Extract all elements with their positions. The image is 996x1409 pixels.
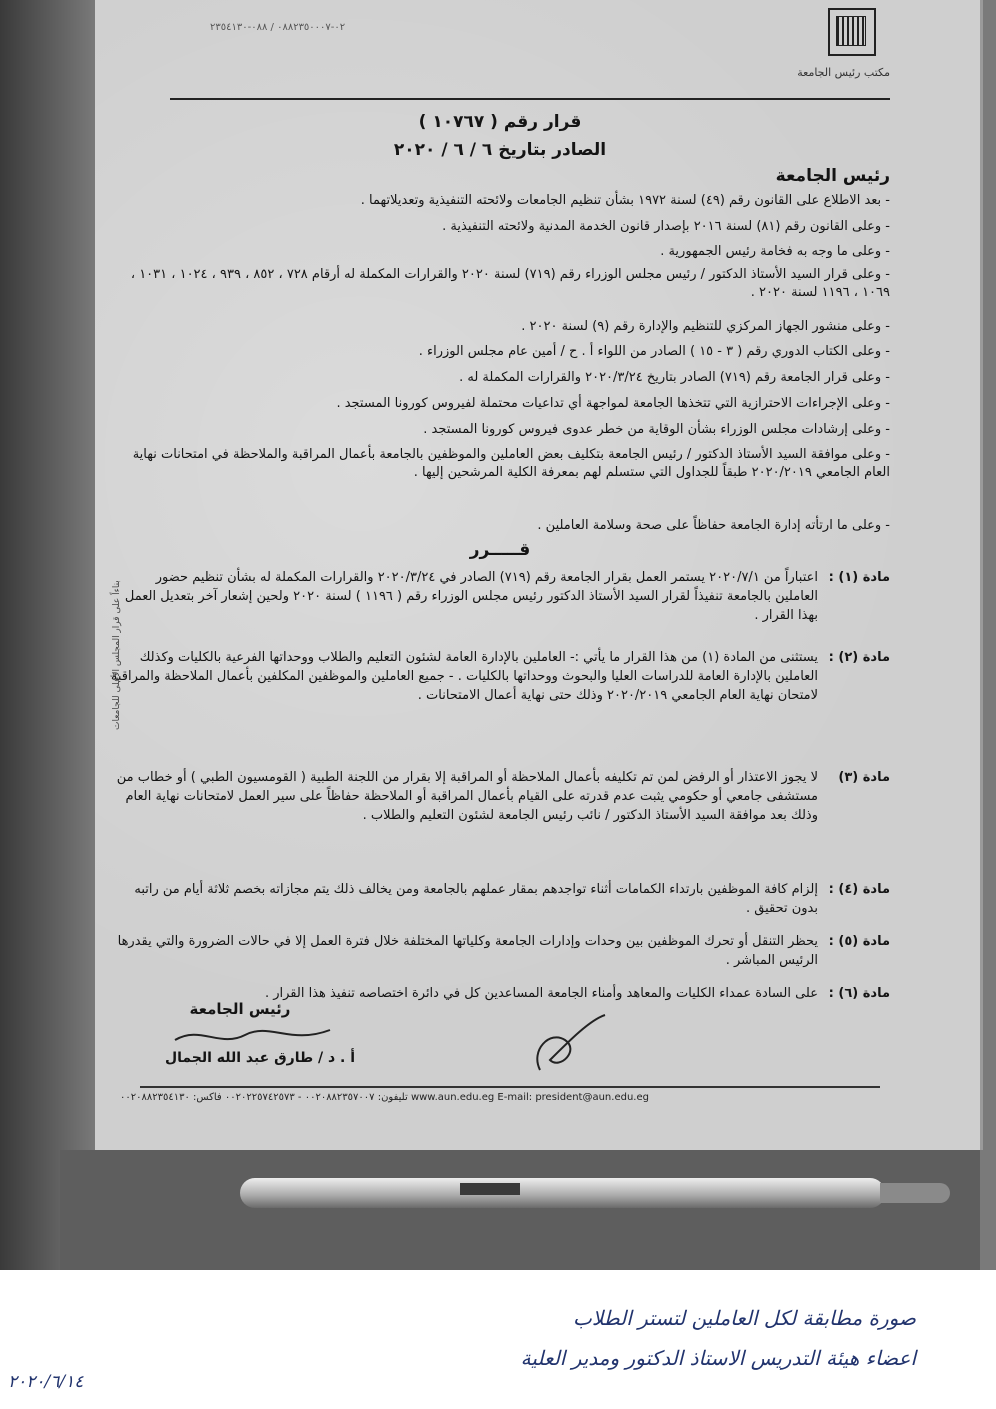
university-logo-icon (828, 8, 876, 56)
decree-document (110, 0, 890, 1145)
article-text: لا يجوز الاعتذار أو الرفض لمن تم تكليفه بأعمال الملاحظة أو المراقبة إلا بقرار من اللجنة الطبية ( القومسيون الطبي ) أو خطاب من مستشفى جامعي أو حكومي يثبت عدم قدرته على القيام بأعمال المراقبة أو الملاحظة حفاظاً على سير العمل لامتحانات نهاية العام وذلك بعد موافقة السيد الأستاذ الدكتور / نائب رئيس الجامعة لشئون التعليم والطلاب . (116, 770, 818, 823)
approval-signature-icon (520, 1010, 610, 1080)
article-label: مادة (١) : (828, 570, 890, 585)
contact-top: ٠٢-٠٨٨٢٣٥٠٠٠٧ / ٠٨٨-٢٣٥٤١٣٠ (210, 22, 346, 33)
handwritten-note-line-1: صورة مطابقة لكل العاملين لتستر الطلاب (573, 1306, 916, 1330)
handwritten-reference: ٢٠٢٠/٦/١٤ (8, 1372, 84, 1392)
article-2 (110, 648, 890, 705)
article-label: مادة (٣) (838, 770, 890, 785)
article-1 (110, 568, 890, 625)
article-text: يحظر التنقل أو تحرك الموظفين بين وحدات وإدارات الجامعة وكلياتها المختلفة خلال فترة العمل إلا في حالات الضرورة والتي يقدرها الرئيس المباشر . (117, 934, 818, 968)
article-label: مادة (٥) : (828, 934, 890, 949)
preamble-line: - وعلى موافقة السيد الأستاذ الدكتور / رئيس الجامعة بتكليف بعض العاملين والموظفين بالجامعة بأعمال المراقبة والملاحظة في امتحانات نهاية العام الجامعي ٢٠٢٠/٢٠١٩ طبقاً للجداول التي ستسلم لهم بمعرفة الكلية المرشحين إليها . (132, 447, 890, 480)
footer-divider (140, 1086, 880, 1088)
article-3 (110, 768, 890, 825)
preamble-line: - وعلى إرشادات مجلس الوزراء بشأن الوقاية من خطر عدوى فيروس كورونا المستجد . (423, 422, 890, 437)
pen-label-icon (460, 1183, 520, 1195)
issuer-heading: رئيس الجامعة (775, 166, 890, 186)
signature-title: رئيس الجامعة (189, 1000, 291, 1018)
article-label: مادة (٦) : (828, 986, 890, 1001)
preamble-line: - بعد الاطلاع على القانون رقم (٤٩) لسنة ١٩٧٢ بشأن تنظيم الجامعات ولائحته التنفيذية وتعديلاتهما . (360, 193, 890, 208)
article-text: على السادة عمداء الكليات والمعاهد وأمناء الجامعة المساعدين كل في دائرة اختصاصه تنفيذ هذا القرار . (264, 986, 818, 1001)
article-5 (110, 932, 890, 970)
pen-cap-icon (880, 1183, 950, 1203)
preamble-line: - وعلى ما وجه به فخامة رئيس الجمهورية . (660, 244, 890, 259)
signatory-name: أ . د / طارق عبد الله الجمال (164, 1050, 356, 1066)
decides-heading: قـــــرر (469, 540, 531, 560)
preamble-line: - وعلى الإجراءات الاحترازية التي تتخذها الجامعة لمواجهة أي تداعيات محتملة لفيروس كورونا المستجد . (336, 396, 890, 411)
preamble-line: - وعلى ما ارتأته إدارة الجامعة حفاظاً على صحة وسلامة العاملين . (537, 518, 890, 533)
article-text: إلزام كافة الموظفين بارتداء الكمامات أثناء تواجدهم بمقار عملهم بالجامعة ومن يخالف ذلك يتم مجازاته بخصم ثلاثة أيام من راتبه بدون تحقيق . (134, 882, 818, 916)
preamble-line: - وعلى القانون رقم (٨١) لسنة ٢٠١٦ بإصدار قانون الخدمة المدنية ولائحته التنفيذية . (442, 219, 890, 234)
article-text: اعتباراً من ٢٠٢٠/٧/١ يستمر العمل بقرار الجامعة رقم (٧١٩) الصادر في ٢٠٢٠/٣/٢٤ والقرارات المكملة له بشأن تنظيم حضور العاملين بالجامعة تنفيذاً لقرار السيد الأستاذ الدكتور رئيس مجلس الوزراء رقم ( ١١٩٦ ) لسنة ٢٠٢٠ ولحين إشعار آخر بتعديل العمل بهذا القرار . (124, 570, 818, 623)
article-4 (110, 880, 890, 918)
margin-note-text: بناءاً على قرار المجلس الأعلى للجامعات (112, 580, 122, 730)
pen-icon (240, 1178, 885, 1208)
signature-scribble-icon (170, 1020, 340, 1050)
handwritten-note-line-2: اعضاء هيئة التدريس الاستاذ الدكتور ومدير العلية (520, 1346, 916, 1370)
margin-note (112, 480, 126, 730)
office-label: مكتب رئيس الجامعة (797, 66, 890, 79)
article-label: مادة (٤) : (828, 882, 890, 897)
lower-surface (60, 1150, 980, 1270)
decree-title: قرار رقم ( ١٠٧٦٧ ) (418, 112, 582, 132)
article-label: مادة (٢) : (828, 650, 890, 665)
article-text: يستثنى من المادة (١) من هذا القرار ما يأتي :- العاملين بالإدارة العامة لشئون التعليم والطلاب ووحداتها الفرعية بالكليات وكذلك العاملين بالإدارة العامة للدراسات العليا والبحوث ووحداتها بالكليات . - جميع العاملين والموظفين المكلفين بأعمال الملاحظة والمراقبة لامتحان نهاية العام الجامعي ٢٠٢٠/٢٠١٩ وذلك حتى نهاية أعمال الامتحانات . (110, 650, 818, 703)
footer-contact: تليفون: ٠٠٢٠٨٨٢٣٥٧٠٠٧ - ٠٠٢٠٢٢٥٧٤٢٥٧٣ فاكس: ٠٠٢٠٨٨٢٣٥٤١٣٠ www.aun.edu.eg E-mail: president@aun.edu.eg (120, 1092, 649, 1103)
preamble-line: - وعلى الكتاب الدوري رقم ( ٣ - ١٥ ) الصادر من اللواء أ . ح / أمين عام مجلس الوزراء . (418, 344, 890, 359)
preamble-line: - وعلى منشور الجهاز المركزي للتنظيم والإدارة رقم (٩) لسنة ٢٠٢٠ . (521, 319, 890, 334)
preamble-line: - وعلى قرار الجامعة رقم (٧١٩) الصادر بتاريخ ٢٠٢٠/٣/٢٤ والقرارات المكملة له . (459, 370, 890, 385)
header-divider (170, 98, 890, 100)
decree-date: الصادر بتاريخ ٦ / ٦ / ٢٠٢٠ (393, 140, 607, 160)
preamble-line: - وعلى قرار السيد الأستاذ الدكتور / رئيس مجلس الوزراء رقم (٧١٩) لسنة ٢٠٢٠ والقرارات المكملة له أرقام ٧٢٨ ، ٨٥٢ ، ٩٣٩ ، ١٠٢٤ ، ١٠٣١ ، ١٠٦٩ ، ١١٩٦ لسنة ٢٠٢٠ . (130, 267, 890, 300)
